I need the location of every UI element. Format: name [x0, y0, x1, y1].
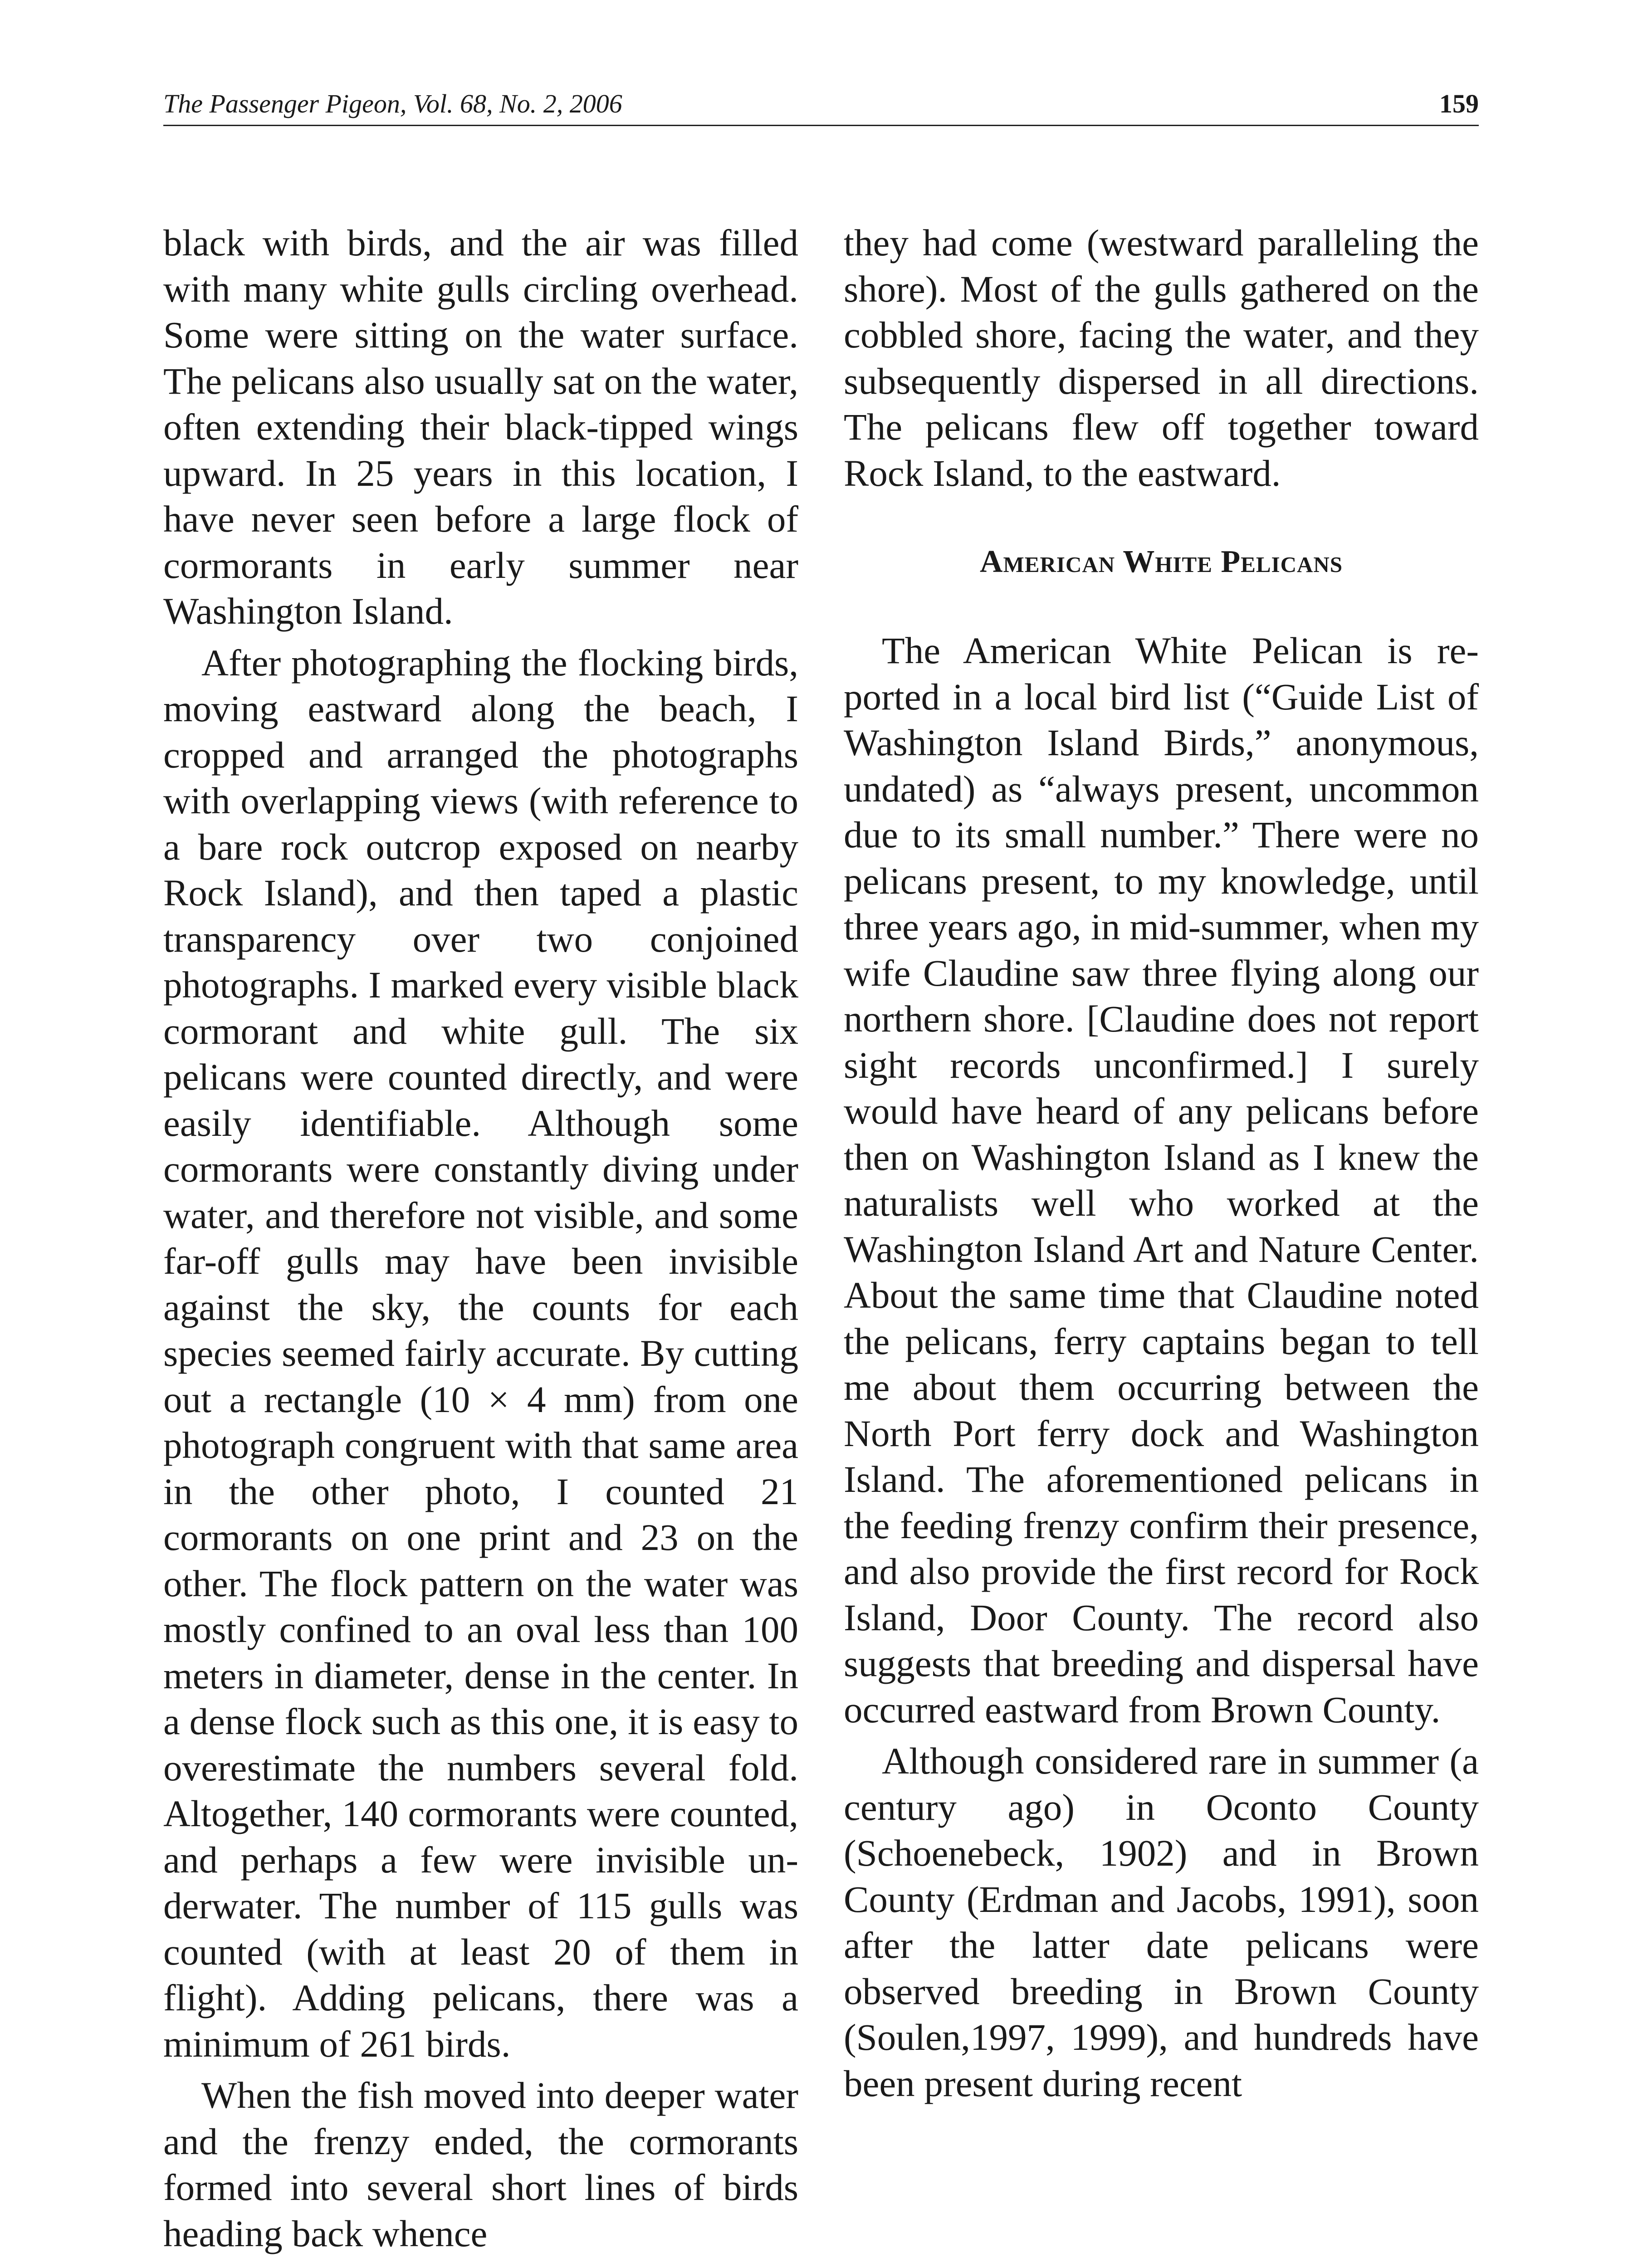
paragraph: The American White Pelican is reported in a local bird list (“Guide List of Washington Island Birds,” anonymous, undated) as “always present, uncommon due to its small number.” There were no pelicans present, to my knowledge, until three years ago, in mid-summer, when my wife Claudine saw three flying along our northern shore. [Claudine does not report sight records unconfirmed.] I surely would have heard of any pelicans before then on Washington Island as I knew the naturalists well who worked at the Washington Island Art and Nature Center. About the same time that Claudine noted the pelicans, ferry captains began to tell me about them occurring between the North Port ferry dock and Washington Island. The aforementioned pelicans in the feeding frenzy confirm their presence, and also provide the first record for Rock Island, Door County. The record also suggests that breeding and dispersal have occurred eastward from Brown County. [844, 630, 1479, 1730]
journal-citation: The Passenger Pigeon, Vol. 68, No. 2, 2006 [163, 89, 622, 118]
running-header [163, 84, 1479, 126]
paragraph: black with birds, and the air was filled with many white gulls circling overhead. Some were sitting on the water surface. The pelicans also usually sat on the water, often extending their black-tipped wings upward. In 25 years in this location, I have never seen before a large flock of cormorants in early summer near Washington Island. [163, 222, 798, 632]
paragraph: After photographing the flocking birds, moving eastward along the beach, I cropped and arranged the photographs with overlapping views (with reference to a bare rock outcrop exposed on nearby Rock Island), and then taped a plastic transparency over two conjoined photographs. I marked every visible black cormorant and white gull. The six pelicans were counted directly, and were easily identifiable. Although some cormorants were constantly diving under water, and therefore not visible, and some far-off gulls may have been invisible against the sky, the counts for each species seemed fairly accurate. By cutting out a rectangle (10 × 4 mm) from one photograph congruent with that same area in the other photo, I counted 21 cormorants on one print and 23 on the other. The flock pattern on the water was mostly confined to an oval less than 100 meters in diameter, dense in the center. In a dense flock such as this one, it is easy to overestimate the numbers several fold. Altogether, 140 cormorants were counted, and perhaps a few were invisible underwater. The number of 115 gulls was counted (with at least 20 of them in flight). Adding pelicans, there was a minimum of 261 birds. [163, 641, 798, 2065]
paragraph: When the fish moved into deeper water and the frenzy ended, the cormorants formed into several short lines of birds heading back whence [163, 2074, 798, 2254]
paragraph: Although considered rare in summer (a century ago) in Oconto County (Schoenebeck, 1902) and in Brown County (Erdman and Jacobs, 1991), soon after the latter date pelicans were observed breeding in Brown County (Soulen,1997, 1999), and hundreds have been present during recent [844, 1740, 1479, 2104]
section-heading: American White Pelicans [980, 544, 1343, 579]
right-column [844, 220, 1479, 2112]
page-number: 159 [1439, 89, 1479, 118]
left-column [163, 220, 798, 2262]
paragraph: they had come (westward paralleling the shore). Most of the gulls gathered on the cobbled shore, facing the water, and they subsequently dispersed in all directions. The pelicans flew off together toward Rock Island, to the eastward. [844, 222, 1479, 494]
